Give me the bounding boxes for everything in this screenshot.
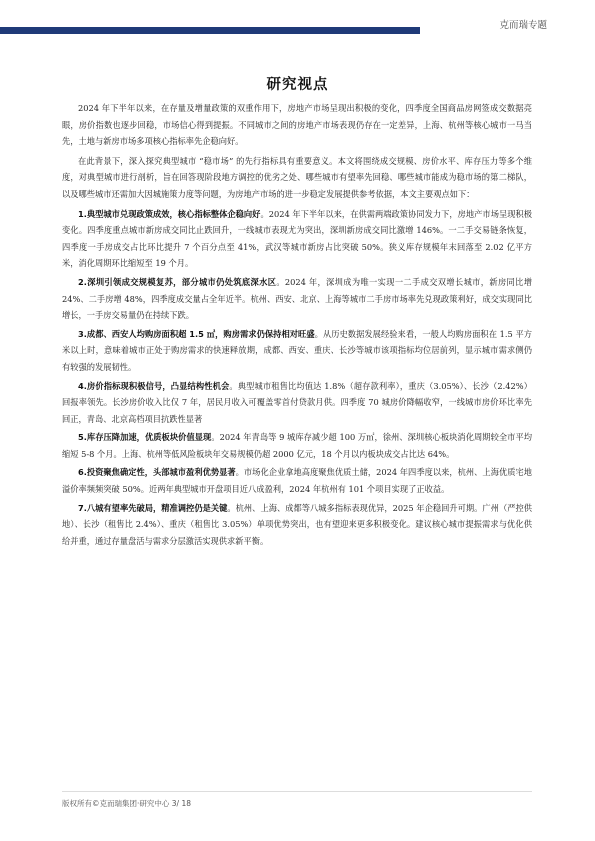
viewpoint-item	[62, 274, 532, 324]
viewpoint-text: 。2024 年青岛等 9 城库存减少超 100 万㎡，徐州、深圳核心板块消化周期较全市平均缩短 5-8 个月。上海、杭州等低风险板块年交易规模仍超 2000 亿元，18 个月以内板块成交占比达 64%。	[62, 432, 533, 459]
page-footer: 版权所有©克而瑞集团·研究中心 3/ 18	[62, 799, 191, 808]
footer-divider	[62, 791, 532, 792]
viewpoint-item	[62, 206, 532, 272]
viewpoint-heading: 6.投资聚焦确定性，头部城市盈利优势显著	[78, 467, 236, 478]
intro-paragraph: 在此背景下，深入探究典型城市 “稳市场” 的先行指标具有重要意义。本文将围绕成交规模、房价水平、库存压力等多个维度，对典型城市进行剖析，旨在回答现阶段地方调控的优劣之处、哪些城市有望率先回稳、哪些城市能成为稳市场的第二梯队，以及哪些城市还需加大因城施策力度等问题，为房地产市场的进一步稳定发展提供参考依据，本文主要观点如下：	[62, 155, 532, 199]
page-title: 研究视点	[266, 77, 329, 93]
header-accent-bar	[0, 27, 420, 34]
viewpoint-item	[62, 378, 532, 428]
intro-paragraph: 2024 年下半年以来，在存量及增量政策的双重作用下，房地产市场呈现出积极的变化，四季度全国商品房网签成交数据亮眼，房价指数也逐步回稳，市场信心得到提振。不同城市之间的房地产市场表现仍存在一定差异，上海、杭州等核心城市一马当先，土地与新房市场多项核心指标率先企稳向好。	[62, 103, 532, 147]
header-label: 克而瑞专题	[499, 20, 547, 31]
page-header	[0, 0, 595, 38]
article-body	[62, 100, 532, 551]
viewpoint-item	[62, 464, 532, 497]
viewpoint-heading: 2.深圳引领成交规模复苏，部分城市仍处筑底深水区	[78, 276, 277, 287]
viewpoint-heading: 1.典型城市兑现政策成效，核心指标整体企稳向好	[78, 208, 261, 219]
viewpoint-text: 。市场化企业拿地高度聚焦优质土储，2024 年四季度以来，杭州、上海优质宅地溢价率频频突破 50%。近两年典型城市开盘项目近八成盈利，2024 年杭州有 101 个项目实现了正收益。	[62, 467, 533, 495]
viewpoint-heading: 3.成都、西安人均购房面积超 1.5 ㎡，购房需求仍保持相对旺盛	[78, 328, 315, 339]
viewpoint-text: 。从历史数据发展经验来看，一般人均购房面积在 1.5 平方米以上时，意味着城市正处于购房需求的快速释放期，成都、西安、重庆、长沙等城市该项指标均位居前列，显示城市需求侧仍有较强的发展韧性。	[62, 328, 533, 372]
viewpoint-item	[62, 326, 532, 376]
viewpoint-text: 。杭州、上海、成都等八城多指标表现优异，2025 年企稳回升可期。广州（严控供地）、长沙（租售比 2.4%）、重庆（租售比 3.05%）单项优势突出，也有望迎来更多积极变化。建议核心城市提振需求与优化供给并重，通过存量盘活与需求分层激活实现供求新平衡。	[62, 502, 532, 546]
viewpoint-item	[62, 500, 532, 550]
viewpoint-heading: 5.库存压降加速，优质板块价值显现	[78, 432, 212, 443]
viewpoint-heading: 7.八城有望率先破局，精准调控仍是关键	[78, 502, 228, 513]
viewpoint-text: 。2024 年下半年以来，在供需两端政策协同发力下，房地产市场呈现积极变化。四季度重点城市新房成交同比止跌回升，一线城市表现尤为突出，深圳新房成交同比激增 146%。一二手交易链条恢复，四季度一手房成交占比环比提升 7 个百分点至 41%，武汉等城市新房占比突破 50%。狭义库存规模年末回落至 2.02 亿平方米，消化周期环比缩短至 19 个月。	[62, 208, 533, 269]
viewpoint-text: 。2024 年，深圳成为唯一实现一二手成交双增长城市，新房同比增 24%、二手房增 48%，四季度成交量占全年近半。杭州、西安、北京、上海等城市二手房市场率先兑现政策利好，成交实现同比增长，一手房交易量仍在持续下跌。	[62, 276, 532, 321]
viewpoint-text: 。典型城市租售比均值达 1.8%（超存款利率），重庆（3.05%）、长沙（2.42%）回报率领先。长沙房价收入比仅 7 年，居民月收入可覆盖零首付贷款月供。四季度 70 城房价降幅收窄，一线城市房价环比率先回正，青岛、北京高档项目抗跌性显著	[62, 380, 532, 424]
viewpoint-heading: 4.房价指标现积极信号，凸显结构性机会	[78, 380, 230, 391]
viewpoint-item	[62, 429, 532, 462]
